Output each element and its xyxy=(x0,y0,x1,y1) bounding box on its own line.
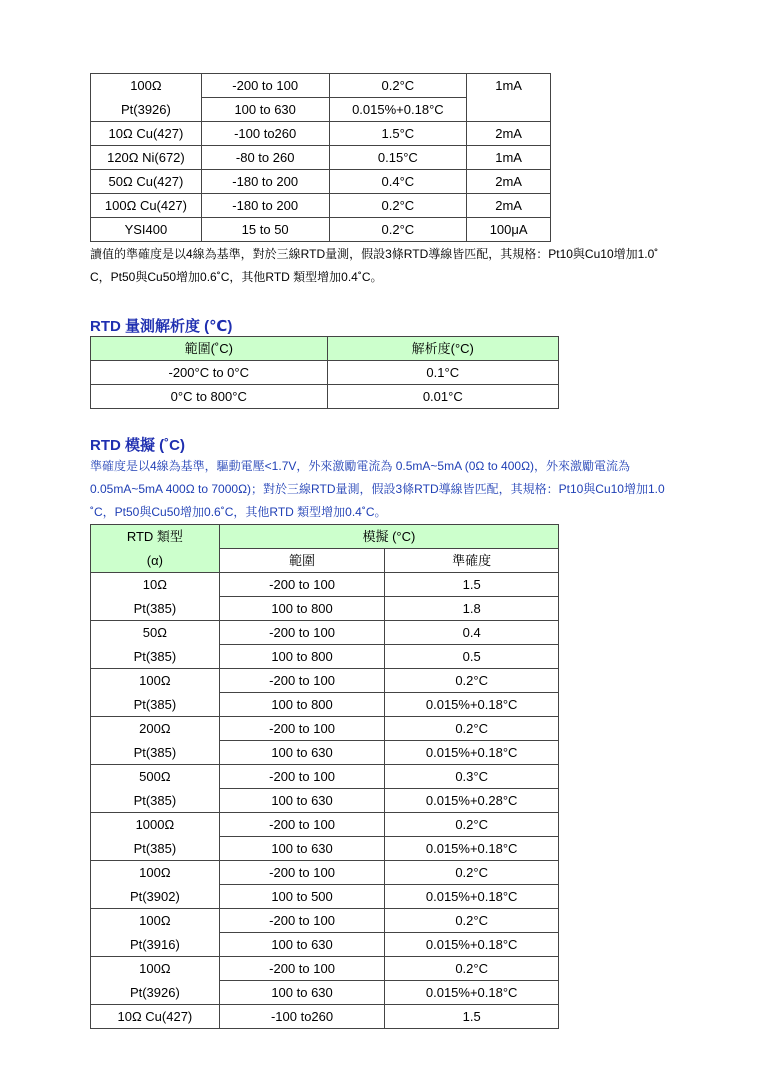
table-row xyxy=(91,122,551,146)
simulation-desc-line-2: 0.05mA~5mA 400Ω to 7000Ω)；對於三線RTD量測，假設3條RTD導線皆匹配，其規格：Pt10與Cu10增加1.0 xyxy=(90,482,665,496)
current-cell: 2mA xyxy=(467,122,551,146)
accuracy-cell: 0.015%+0.18°C xyxy=(385,933,559,957)
resolution-cell: 0.1°C xyxy=(327,361,558,385)
range-cell: -200 to 100 xyxy=(201,74,329,98)
range-cell: 100 to 630 xyxy=(219,981,385,1005)
accuracy-cell: 0.2°C xyxy=(329,194,467,218)
rtd-type-cell: 100Ω xyxy=(91,74,202,98)
current-cell: 1mA xyxy=(467,146,551,170)
simulation-heading: RTD 模擬 (˚C) xyxy=(90,437,185,454)
accuracy-cell: 0.15°C xyxy=(329,146,467,170)
accuracy-cell: 0.2°C xyxy=(329,218,467,242)
simulation-desc-line-3: ˚C，Pt50與Cu50增加0.6˚C，其他RTD 類型增加0.4˚C。 xyxy=(90,505,387,519)
range-cell: -200 to 100 xyxy=(219,621,385,645)
table-row xyxy=(91,861,559,885)
rtd-type-cell: 50Ω xyxy=(91,621,220,645)
table-row xyxy=(91,573,559,597)
table-row xyxy=(91,789,559,813)
simulation-table xyxy=(90,524,559,1029)
rtd-type-cell: Pt(385) xyxy=(91,741,220,765)
table-row xyxy=(91,885,559,909)
accuracy-note-line-1: 讀值的準確度是以4線為基準，對於三線RTD量測，假設3條RTD導線皆匹配，其規格：Pt10與Cu10增加1.0˚ xyxy=(90,247,659,261)
range-cell: 100 to 500 xyxy=(219,885,385,909)
accuracy-cell: 0.015%+0.18°C xyxy=(329,98,467,122)
rtd-type-cell: 1000Ω xyxy=(91,813,220,837)
rtd-type-cell: Pt(385) xyxy=(91,597,220,621)
accuracy-cell: 1.5°C xyxy=(329,122,467,146)
accuracy-cell: 0.4 xyxy=(385,621,559,645)
accuracy-cell: 0.015%+0.18°C xyxy=(385,885,559,909)
rtd-type-cell: Pt(385) xyxy=(91,645,220,669)
rtd-type-cell: Pt(385) xyxy=(91,693,220,717)
accuracy-cell: 0.2°C xyxy=(385,909,559,933)
table-row xyxy=(91,385,559,409)
table-row xyxy=(91,597,559,621)
accuracy-cell: 0.2°C xyxy=(385,717,559,741)
range-cell: -200 to 100 xyxy=(219,573,385,597)
accuracy-cell: 0.2°C xyxy=(385,813,559,837)
accuracy-note-line-2: C，Pt50與Cu50增加0.6˚C，其他RTD 類型增加0.4˚C。 xyxy=(90,270,383,284)
rtd-type-cell: Pt(3926) xyxy=(91,98,202,122)
accuracy-cell: 0.015%+0.18°C xyxy=(385,741,559,765)
resolution-heading: RTD 量測解析度 (℃) xyxy=(90,318,233,335)
header-simulation: 模擬 (°C) xyxy=(219,525,558,549)
range-cell: -200 to 100 xyxy=(219,813,385,837)
rtd-type-cell: 120Ω Ni(672) xyxy=(91,146,202,170)
accuracy-cell: 0.015%+0.18°C xyxy=(385,837,559,861)
header-range: 範圍 xyxy=(219,549,385,573)
rtd-type-cell: Pt(3916) xyxy=(91,933,220,957)
range-cell: -200°C to 0°C xyxy=(91,361,328,385)
accuracy-cell: 1.5 xyxy=(385,573,559,597)
table-row xyxy=(91,170,551,194)
accuracy-cell: 0.015%+0.28°C xyxy=(385,789,559,813)
table-row xyxy=(91,765,559,789)
accuracy-cell: 1.5 xyxy=(385,1005,559,1029)
table-row xyxy=(91,621,559,645)
accuracy-cell: 0.5 xyxy=(385,645,559,669)
table-row xyxy=(91,741,559,765)
header-rtd-type: RTD 類型 xyxy=(91,525,220,549)
range-cell: -200 to 100 xyxy=(219,861,385,885)
range-cell: -180 to 200 xyxy=(201,170,329,194)
rtd-type-cell: 500Ω xyxy=(91,765,220,789)
rtd-type-cell: 100Ω xyxy=(91,669,220,693)
accuracy-cell: 0.2°C xyxy=(329,74,467,98)
rtd-spec-table-top xyxy=(90,73,551,242)
accuracy-cell: 0.2°C xyxy=(385,957,559,981)
rtd-type-cell: Pt(385) xyxy=(91,837,220,861)
rtd-type-cell: 100Ω xyxy=(91,909,220,933)
rtd-type-cell: 10Ω xyxy=(91,573,220,597)
current-cell: 2mA xyxy=(467,194,551,218)
table-row xyxy=(91,837,559,861)
table-row xyxy=(91,933,559,957)
rtd-type-cell: 100Ω xyxy=(91,957,220,981)
simulation-description xyxy=(90,455,665,524)
range-cell: -200 to 100 xyxy=(219,909,385,933)
rtd-type-cell: YSI400 xyxy=(91,218,202,242)
table-row xyxy=(91,813,559,837)
current-cell: 2mA xyxy=(467,170,551,194)
range-cell: 100 to 800 xyxy=(219,645,385,669)
accuracy-note xyxy=(90,243,658,289)
table-row xyxy=(91,957,559,981)
table-row xyxy=(91,74,551,98)
header-range: 範圍(˚C) xyxy=(91,337,328,361)
table-row xyxy=(91,909,559,933)
table-row xyxy=(91,693,559,717)
range-cell: -80 to 260 xyxy=(201,146,329,170)
range-cell: 0°C to 800°C xyxy=(91,385,328,409)
accuracy-cell: 0.3°C xyxy=(385,765,559,789)
table-row xyxy=(91,669,559,693)
table-row xyxy=(91,717,559,741)
rtd-type-cell: 100Ω xyxy=(91,861,220,885)
header-resolution: 解析度(°C) xyxy=(327,337,558,361)
resolution-table xyxy=(90,336,559,409)
accuracy-cell: 1.8 xyxy=(385,597,559,621)
table-row xyxy=(91,194,551,218)
accuracy-cell: 0.015%+0.18°C xyxy=(385,981,559,1005)
resolution-header-row xyxy=(91,337,559,361)
simulation-header-row-2 xyxy=(91,549,559,573)
accuracy-cell: 0.4°C xyxy=(329,170,467,194)
table-row xyxy=(91,645,559,669)
range-cell: -200 to 100 xyxy=(219,957,385,981)
table-row xyxy=(91,218,551,242)
range-cell: 100 to 800 xyxy=(219,597,385,621)
current-cell: 1mA xyxy=(467,74,551,122)
accuracy-cell: 0.2°C xyxy=(385,669,559,693)
range-cell: 100 to 630 xyxy=(201,98,329,122)
current-cell: 100μA xyxy=(467,218,551,242)
table-row xyxy=(91,1005,559,1029)
range-cell: -100 to260 xyxy=(219,1005,385,1029)
range-cell: -200 to 100 xyxy=(219,669,385,693)
rtd-type-cell: 10Ω Cu(427) xyxy=(91,1005,220,1029)
header-accuracy: 準確度 xyxy=(385,549,559,573)
rtd-type-cell: 10Ω Cu(427) xyxy=(91,122,202,146)
resolution-cell: 0.01°C xyxy=(327,385,558,409)
range-cell: -180 to 200 xyxy=(201,194,329,218)
rtd-type-cell: Pt(3902) xyxy=(91,885,220,909)
range-cell: 100 to 800 xyxy=(219,693,385,717)
rtd-type-cell: 200Ω xyxy=(91,717,220,741)
accuracy-cell: 0.015%+0.18°C xyxy=(385,693,559,717)
range-cell: -200 to 100 xyxy=(219,717,385,741)
rtd-type-cell: 100Ω Cu(427) xyxy=(91,194,202,218)
table-row xyxy=(91,361,559,385)
range-cell: -100 to260 xyxy=(201,122,329,146)
table-row xyxy=(91,146,551,170)
range-cell: 100 to 630 xyxy=(219,933,385,957)
simulation-desc-line-1: 準確度是以4線為基準，驅動電壓<1.7V，外來激勵電流為 0.5mA~5mA (0Ω to 400Ω)，外來激勵電流為 xyxy=(90,459,631,473)
simulation-header-row-1 xyxy=(91,525,559,549)
rtd-type-cell: 50Ω Cu(427) xyxy=(91,170,202,194)
rtd-type-cell: Pt(3926) xyxy=(91,981,220,1005)
range-cell: -200 to 100 xyxy=(219,765,385,789)
rtd-type-cell: Pt(385) xyxy=(91,789,220,813)
range-cell: 100 to 630 xyxy=(219,837,385,861)
accuracy-cell: 0.2°C xyxy=(385,861,559,885)
range-cell: 15 to 50 xyxy=(201,218,329,242)
header-alpha: (α) xyxy=(91,549,220,573)
table-row xyxy=(91,981,559,1005)
range-cell: 100 to 630 xyxy=(219,789,385,813)
range-cell: 100 to 630 xyxy=(219,741,385,765)
